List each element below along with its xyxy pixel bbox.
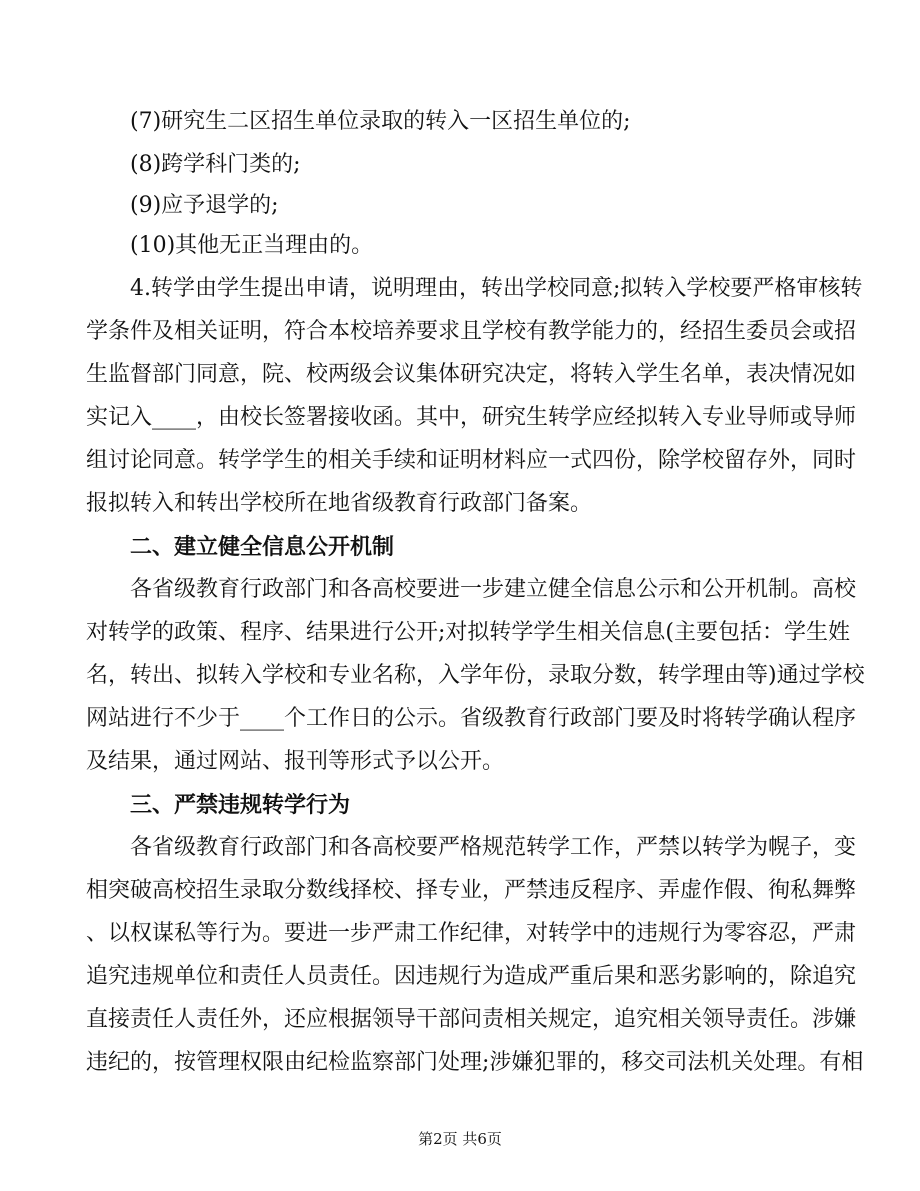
paragraph-line: 直接责任人责任外，还应根据领导干部问责相关规定，追究相关领导责任。涉嫌 (86, 1007, 857, 1032)
page-number: 第2页 共6页 (418, 1130, 502, 1148)
paragraph-line: 及结果，通过网站、报刊等形式予以公开。 (86, 749, 505, 774)
paragraph-line: 组讨论同意。转学学生的相关手续和证明材料应一式四份，除学校留存外，同时 (86, 448, 857, 473)
paragraph-line: 追究违规单位和责任人员责任。因违规行为造成严重后果和恶劣影响的，除追究 (86, 964, 857, 989)
paragraph-line: 4.转学由学生提出申请，说明理由，转出学校同意;拟转入学校要严格审核转 (130, 276, 863, 301)
paragraph-line: 违纪的，按管理权限由纪检监察部门处理;涉嫌犯罪的，移交司法机关处理。有相 (86, 1050, 864, 1075)
paragraph-line: 生监督部门同意，院、校两级会议集体研究决定，将转入学生名单，表决情况如 (86, 362, 857, 387)
paragraph-line: 对转学的政策、程序、结果进行公开;对拟转学学生相关信息(主要包括：学生姓 (86, 620, 850, 645)
text-line: (7)研究生二区招生单位录取的转入一区招生单位的; (130, 109, 631, 134)
paragraph-line: 网站进行不少于____个工作日的公示。省级教育行政部门要及时将转学确认程序 (86, 706, 857, 731)
paragraph-line: 报拟转入和转出学校所在地省级教育行政部门备案。 (86, 491, 593, 516)
paragraph-line: 各省级教育行政部门和各高校要严格规范转学工作，严禁以转学为幌子，变 (130, 835, 857, 860)
paragraph-line: 各省级教育行政部门和各高校要进一步建立健全信息公示和公开机制。高校 (130, 577, 857, 602)
paragraph-line: 相突破高校招生录取分数线择校、择专业，严禁违反程序、弄虚作假、徇私舞弊 (86, 878, 857, 903)
text-line: (8)跨学科门类的; (130, 152, 301, 177)
paragraph-line: 名，转出、拟转入学校和专业名称，入学年份，录取分数，转学理由等)通过学校 (86, 663, 865, 688)
paragraph-line: 实记入____，由校长签署接收函。其中，研究生转学应经拟转入专业导师或导师 (86, 405, 857, 430)
section-heading: 二、建立健全信息公开机制 (130, 534, 395, 560)
text-line: (10)其他无正当理由的。 (130, 233, 374, 258)
paragraph-line: 学条件及相关证明，符合本校培养要求且学校有教学能力的，经招生委员会或招 (86, 319, 857, 344)
section-heading: 三、严禁违规转学行为 (130, 792, 351, 818)
text-line: (9)应予退学的; (130, 193, 279, 218)
paragraph-line: 、以权谋私等行为。要进一步严肃工作纪律，对转学中的违规行为零容忍，严肃 (86, 921, 857, 946)
